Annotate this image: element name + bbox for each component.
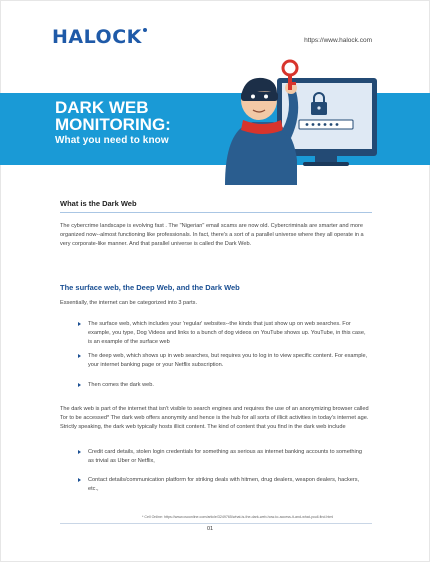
banner-subtitle: What you need to know — [55, 135, 169, 146]
section2-heading-wrap — [60, 283, 374, 292]
section1-heading: What is the Dark Web — [60, 199, 137, 208]
bullet-arrow-icon — [78, 383, 81, 387]
logo-text: HALOCK — [52, 26, 142, 48]
bullet-text: Then comes the dark web. — [88, 382, 154, 388]
banner-title-line2: MONITORING: — [55, 115, 171, 134]
bullet-arrow-icon — [78, 450, 81, 454]
section1-divider — [60, 212, 372, 213]
monitor-stand — [315, 156, 337, 162]
halock-logo[interactable] — [52, 26, 147, 48]
footer-divider — [60, 523, 372, 524]
hacker-mask — [241, 92, 278, 101]
hacker-illustration — [215, 50, 385, 185]
monitor-base — [303, 162, 349, 166]
section1-paragraph: The cybercrime landscape is evolving fast . The "Nigerian" email scams are now old. Cybercriminals are smarter and more organized now--almost functioning like professionals. In fact, there's a sort of a parallel universe where they all operate in a very corporate-like manner. And that parallel universe is called the Dark Web. — [60, 223, 364, 247]
bullet-text: The deep web, which shows up in web searches, but requires you to log in to view specific content. For example, your internet banking page or your Netflix subscription. — [88, 353, 368, 368]
footnote[interactable]: * Cell Online: https://www.csoonline.com/article/3249765/what-is-the-dark-web-how-to-access-it-and-what-youll-find.html — [142, 515, 334, 519]
list-item — [78, 352, 368, 370]
banner-title-line1: DARK WEB — [55, 98, 149, 117]
bullet-text: Contact details/communication platform for striking deals with hitmen, drug dealers, weapon dealers, hackers, etc., — [88, 477, 360, 492]
page-number: 01 — [207, 526, 214, 532]
logo-dot-icon — [143, 28, 147, 32]
section1-body — [60, 222, 374, 249]
bullet-text: The surface web, which includes your 'regular' websites--the kinds that just show up on web searches. For example, you type, Dog Videos and links to a bunch of dog videos on YouTube shows up. YouTube, in this case, is an example of the surface web — [88, 321, 366, 345]
section2-heading: The surface web, the Deep Web, and the Dark Web — [60, 283, 240, 292]
banner-title — [55, 99, 235, 133]
list-item — [78, 448, 368, 466]
section2-paragraph2: The dark web is part of the internet that isn't visible to search engines and requires the use of an anonymizing browser called Tor to be accessed* The dark web offers anonymity and hence is the hub for all sorts of illicit activities in today's internet age. Strictly speaking, the dark web typically hosts illicit content. The kind of content that you find in the dark web include — [60, 406, 369, 430]
bullet-arrow-icon — [78, 322, 81, 326]
website-link[interactable]: https://www.halock.com — [304, 37, 372, 44]
bullet-arrow-icon — [78, 478, 81, 482]
section2-intro: Essentially, the internet can be categorized into 3 parts. — [60, 300, 198, 306]
list-item — [78, 320, 368, 347]
section1-heading-wrap — [60, 199, 374, 208]
section2-intro-wrap — [60, 299, 374, 308]
list-item — [78, 476, 368, 494]
section2-body — [60, 405, 374, 432]
bullet-arrow-icon — [78, 354, 81, 358]
bullet-text: Credit card details, stolen login credentials for something as serious as internet banking accounts to something as trivial as Uber or Netflix, — [88, 449, 362, 464]
list-item — [78, 381, 368, 390]
